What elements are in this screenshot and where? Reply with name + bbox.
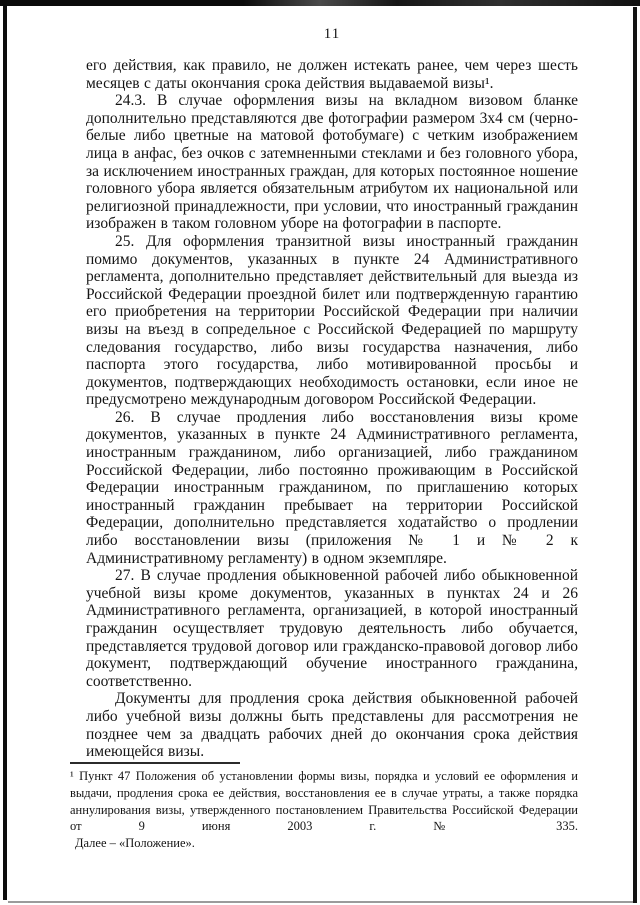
scan-border-top [0,0,640,6]
paragraph: 25. Для оформления транзитной визы иностранный гражданин помимо документов, указанных в пункте 24 Административного регламента, дополнительно представляет действительный для выезда из Российской Федерации проездной билет или подтвержденную гарантию его приобретения на территории Российской Федерации при наличии визы на въезд в сопредельное с Российской Федерацией по маршруту следования государство, либо визы государства назначения, либо паспорта этого государства, либо мотивированной просьбы и документов, подтверждающих необходимость остановки, если иное не предусмотрено международным договором Российской Федерации. [86,232,578,409]
scan-border-right [633,7,637,903]
scan-border-bottom [8,901,633,903]
footnote-text: ¹ Пункт 47 Положения об установлении формы визы, порядка и условий ее оформления и выдачи, продления срока ее действия, восстановления ее в случае утраты, а также порядка аннулирования визы, утвержденного постановлением Правительства Российской Федерации от 9 июня 2003 г. № 335. [70,769,578,834]
paragraph: 24.3. В случае оформления визы на вкладном визовом бланке дополнительно представляются две фотографии размером 3х4 см (черно-белые либо цветные на матовой фотобумаге) с четким изображением лица в анфас, без очков с затемненными стеклами и без головного убора, за исключением иностранных граждан, для которых постоянное ношение головного убора является обязательным атрибутом их национальной или религиозной принадлежности, при условии, что иностранный гражданин изображен в таком головном уборе на фотографии в паспорте. [86,92,578,233]
footnote-continuation: Далее – «Положение». [75,836,195,851]
document-body [86,57,578,761]
paragraph: его действия, как правило, не должен истекать ранее, чем через шесть месяцев с даты окончания срока действия выдаваемой визы¹. [86,57,578,92]
paragraph: 27. В случае продления обыкновенной рабочей либо обыкновенной учебной визы кроме документов, указанных в пунктах 24 и 26 Административного регламента, организацией, в которой иностранный гражданин осуществляет трудовую деятельность либо обучается, представляется трудовой договор или гражданско-правовой договор либо документ, подтверждающий обучение иностранного гражданина, соответственно. [86,567,578,690]
footnote [70,768,578,852]
paragraph: 26. В случае продления либо восстановления визы кроме документов, указанных в пункте 24 Административного регламента, иностранным гражданином, либо организацией, либо гражданином Российской Федерации, либо постоянно проживающим в Российской Федерации иностранным гражданином, по приглашению которых иностранный гражданин пребывает на территории Российской Федерации, дополнительно представляется ходатайство о продлении либо восстановлении визы (приложения № 1 и № 2 к Административному регламенту) в одном экземпляре. [86,408,578,567]
scan-border-left [3,6,7,900]
page-number: 11 [323,26,341,42]
paragraph: Документы для продления срока действия обыкновенной рабочей либо учебной визы должны быть представлены для рассмотрения не позднее чем за двадцать рабочих дней до окончания срока действия имеющейся визы. [86,690,578,761]
footnote-separator [70,762,240,764]
